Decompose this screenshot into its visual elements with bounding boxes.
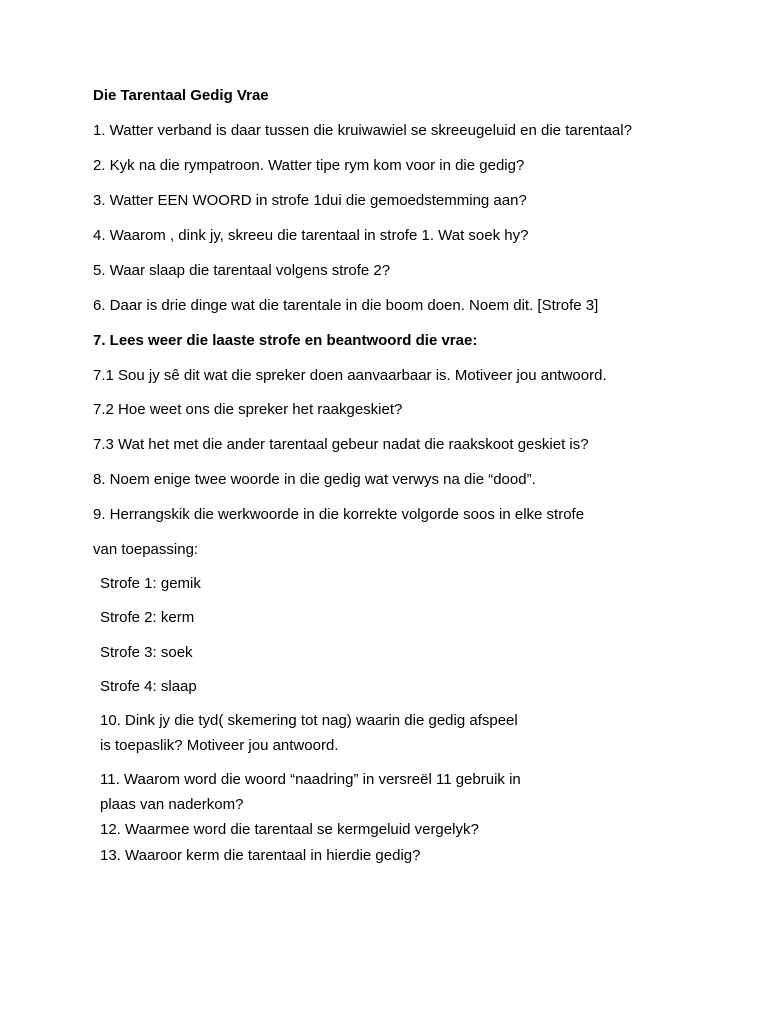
question-13: 13. Waaroor kerm die tarentaal in hierdie gedig? <box>100 847 421 864</box>
question-2: 2. Kyk na die rympatroon. Watter tipe rym kom voor in die gedig? <box>93 157 525 174</box>
document-title: Die Tarentaal Gedig Vrae <box>93 87 269 104</box>
question-7-1: 7.1 Sou jy sê dit wat die spreker doen aanvaarbaar is. Motiveer jou antwoord. <box>93 367 607 384</box>
question-7-heading: 7. Lees weer die laaste strofe en beantwoord die vrae: <box>93 332 478 349</box>
question-10: 10. Dink jy die tyd( skemering tot nag) waarin die gedig afspeel <box>100 712 518 729</box>
question-10-continued: is toepaslik? Motiveer jou antwoord. <box>100 737 339 754</box>
question-8: 8. Noem enige twee woorde in die gedig wat verwys na die “dood”. <box>93 471 536 488</box>
question-4: 4. Waarom , dink jy, skreeu die tarentaal in strofe 1. Wat soek hy? <box>93 227 529 244</box>
question-11: 11. Waarom word die woord “naadring” in versreël 11 gebruik in <box>100 771 521 788</box>
strofe-1-item: Strofe 1: gemik <box>100 575 201 592</box>
question-12: 12. Waarmee word die tarentaal se kermgeluid vergelyk? <box>100 821 479 838</box>
question-7-3: 7.3 Wat het met die ander tarentaal gebeur nadat die raakskoot geskiet is? <box>93 436 589 453</box>
question-5: 5. Waar slaap die tarentaal volgens strofe 2? <box>93 262 391 279</box>
strofe-3-item: Strofe 3: soek <box>100 644 193 661</box>
strofe-4-item: Strofe 4: slaap <box>100 678 197 695</box>
question-9-continued: van toepassing: <box>93 541 199 558</box>
strofe-2-item: Strofe 2: kerm <box>100 609 195 626</box>
question-9: 9. Herrangskik die werkwoorde in die korrekte volgorde soos in elke strofe <box>93 506 585 523</box>
question-11-continued: plaas van naderkom? <box>100 796 244 813</box>
question-6: 6. Daar is drie dinge wat die tarentale in die boom doen. Noem dit. [Strofe 3] <box>93 297 599 314</box>
question-1: 1. Watter verband is daar tussen die kruiwawiel se skreeugeluid en die tarentaal? <box>93 122 632 139</box>
question-3: 3. Watter EEN WOORD in strofe 1dui die gemoedstemming aan? <box>93 192 527 209</box>
question-7-2: 7.2 Hoe weet ons die spreker het raakgeskiet? <box>93 401 403 418</box>
